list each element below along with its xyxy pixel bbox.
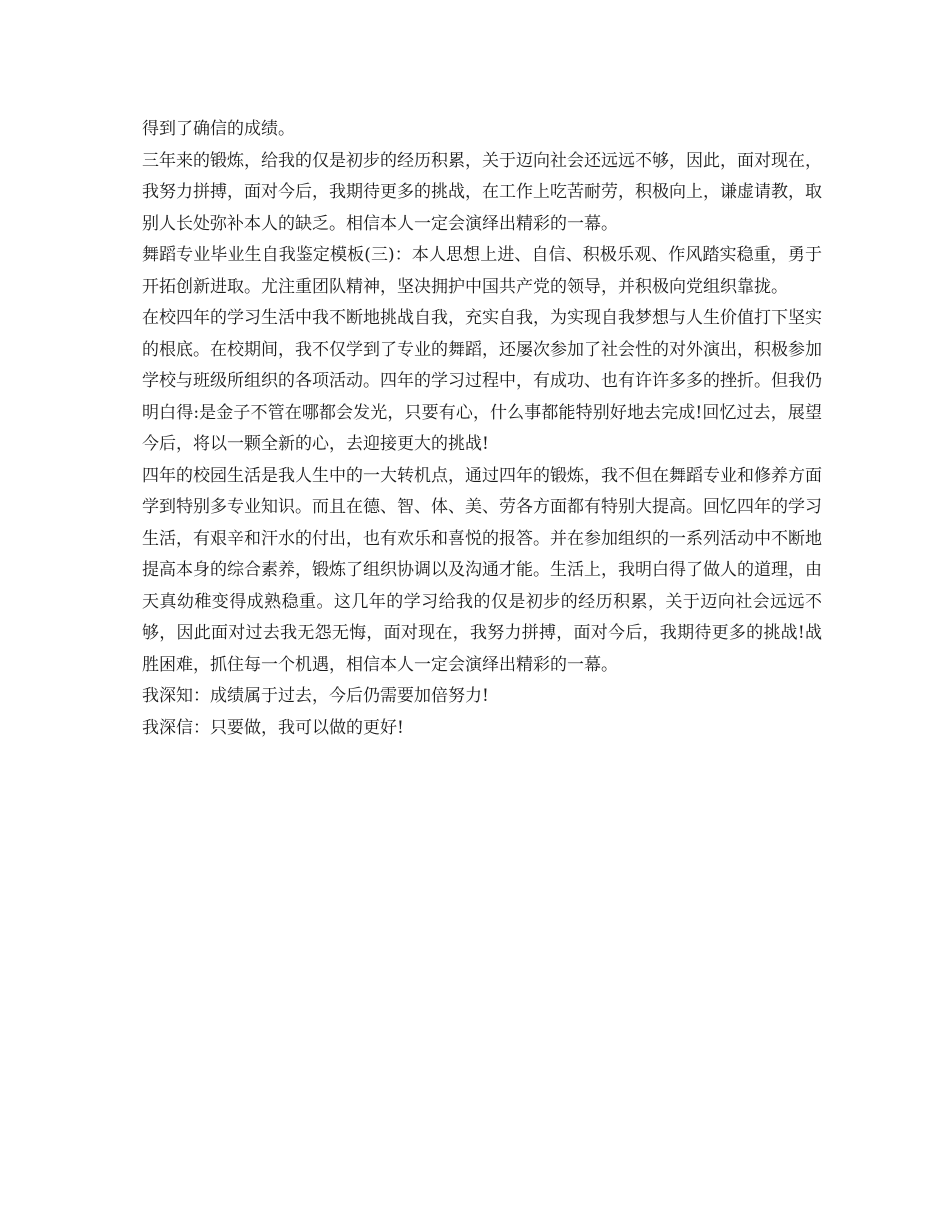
- paragraph-four-years-study: 在校四年的学习生活中我不断地挑战自我，充实自我，为实现自我梦想与人生价值打下坚实的根底。在校期间，我不仅学到了专业的舞蹈，还屡次参加了社会性的对外演出，积极参加学校与班级所组织的各项活动。四年的学习过程中，有成功、也有许许多多的挫折。但我仍明白得:是金子不管在哪都会发光，只要有心，什么事都能特别好地去完成!回忆过去，展望今后，将以一颗全新的心，去迎接更大的挑战!: [142, 308, 822, 454]
- paragraph-template-three: 舞蹈专业毕业生自我鉴定模板(三)：本人思想上进、自信、积极乐观、作风踏实稳重，勇于开拓创新进取。尤注重团队精神，坚决拥护中国共产党的领导，并积极向党组织靠拢。: [142, 245, 822, 297]
- paragraph-i-believe: 我深信：只要做，我可以做的更好!: [142, 717, 404, 738]
- paragraph-campus-life: 四年的校园生活是我人生中的一大转机点，通过四年的锻炼，我不但在舞蹈专业和修养方面学到特别多专业知识。而且在德、智、体、美、劳各方面都有特别大提高。回忆四年的学习生活，有艰辛和汗水的付出，也有欢乐和喜悦的报答。并在参加组织的一系列活动中不断地提高本身的综合素养，锻炼了组织协调以及沟通才能。生活上，我明白得了做人的道理，由天真幼稚变得成熟稳重。这几年的学习给我的仅是初步的经历积累，关于迈向社会远远不够，因此面对过去我无怨无悔，面对现在，我努力拼搏，面对今后，我期待更多的挑战!战胜困难，抓住每一个机遇，相信本人一定会演绎出精彩的一幕。: [142, 465, 822, 675]
- document-body: [142, 114, 822, 744]
- paragraph-i-know: 我深知：成绩属于过去，今后仍需要加倍努力!: [142, 686, 489, 706]
- paragraph-three-years: 三年来的锻炼，给我的仅是初步的经历积累，关于迈向社会还远远不够，因此，面对现在，我努力拼搏，面对今后，我期待更多的挑战，在工作上吃苦耐劳，积极向上，谦虚请教，取别人长处弥补本人的缺乏。相信本人一定会演绎出精彩的一幕。: [142, 150, 822, 234]
- paragraph-closing-line: 得到了确信的成绩。: [142, 119, 295, 139]
